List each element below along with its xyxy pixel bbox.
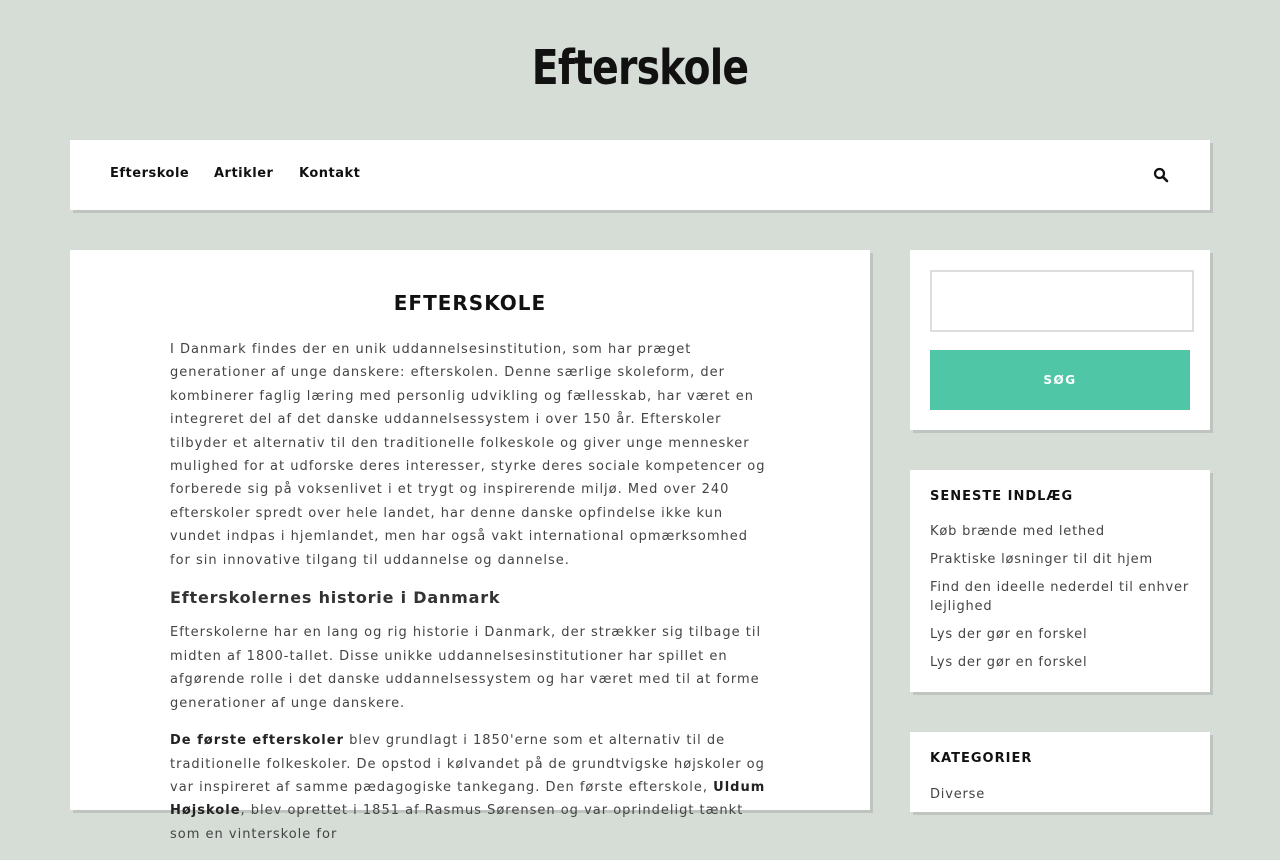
recent-post-link[interactable]: Køb brænde med lethed	[930, 524, 1105, 539]
article-intro: I Danmark findes der en unik uddannelsesinstitution, som har præget generationer af unge danskere: efterskolen. Denne særlige skoleform, der kombinerer faglig læring med personlig udvikling og fællesskab, har været en integreret del af det danske uddannelsessystem i over 150 år. Efterskoler tilbyder et alternativ til den traditionelle folkeskole og giver unge mennesker mulighed for at udforske deres interesser, styrke deres sociale kompetencer og forberede sig på voksenlivet i et trygt og inspirerende miljø. Med over 240 efterskoler spredt over hele landet, har denne danske opfindelse ikke kun vundet indpas i hjemlandet, men har også vakt international opmærksomhed for sin innovative tilgang til uddannelse og dannelse.	[170, 342, 766, 568]
section-heading: Efterskolernes historie i Danmark	[170, 588, 501, 608]
recent-posts-widget	[910, 470, 1210, 692]
categories-title: KATEGORIER	[930, 751, 1033, 766]
history-paragraph-2	[170, 729, 770, 846]
bold-first-schools: De første efterskoler	[170, 733, 344, 749]
recent-post-link[interactable]: Lys der gør en forskel	[930, 627, 1088, 642]
history-text-1: blev grundlagt i 1850'erne som et alternativ til de traditionelle folkeskoler. De opstod i kølvandet på de grundtvigske højskoler og var inspireret af samme pædagogiske tankegang. Den første efterskole,	[170, 733, 765, 795]
recent-posts-list	[930, 522, 1190, 681]
nav-item-efterskole[interactable]: Efterskole	[110, 166, 190, 181]
recent-post-link[interactable]: Lys der gør en forskel	[930, 655, 1088, 670]
nav-item-kontakt[interactable]: Kontakt	[299, 166, 361, 181]
recent-post-link[interactable]: Praktiske løsninger til dit hjem	[930, 552, 1153, 567]
article-title: EFTERSKOLE	[393, 291, 547, 315]
recent-posts-title: SENESTE INDLÆG	[930, 489, 1074, 504]
search-input[interactable]	[930, 270, 1194, 332]
main-navigation	[70, 140, 1210, 210]
category-link[interactable]: Diverse	[930, 787, 986, 802]
history-paragraph-1: Efterskolerne har en lang og rig historie i Danmark, der strækker sig tilbage til midten af 1800-tallet. Disse unikke uddannelsesinstitutioner har spillet en afgørende rolle i det danske uddannelsessystem og har været med til at forme generationer af unge danskere.	[170, 625, 762, 711]
article-body	[170, 338, 770, 860]
article-card	[70, 250, 870, 842]
categories-list	[930, 785, 1190, 813]
recent-post-link[interactable]: Find den ideelle nederdel til enhver lejlighed	[930, 580, 1189, 614]
search-widget	[910, 250, 1210, 430]
bold-uldum: Uldum Højskole	[170, 779, 766, 819]
categories-widget	[910, 732, 1210, 812]
search-button[interactable]: SØG	[930, 350, 1190, 410]
search-icon[interactable]	[1153, 167, 1169, 183]
history-text-2: , blev oprettet i 1851 af Rasmus Sørensen og var oprindeligt tænkt som en vinterskole for	[170, 803, 744, 842]
site-title[interactable]: Efterskole	[531, 40, 749, 96]
nav-item-artikler[interactable]: Artikler	[214, 166, 274, 181]
